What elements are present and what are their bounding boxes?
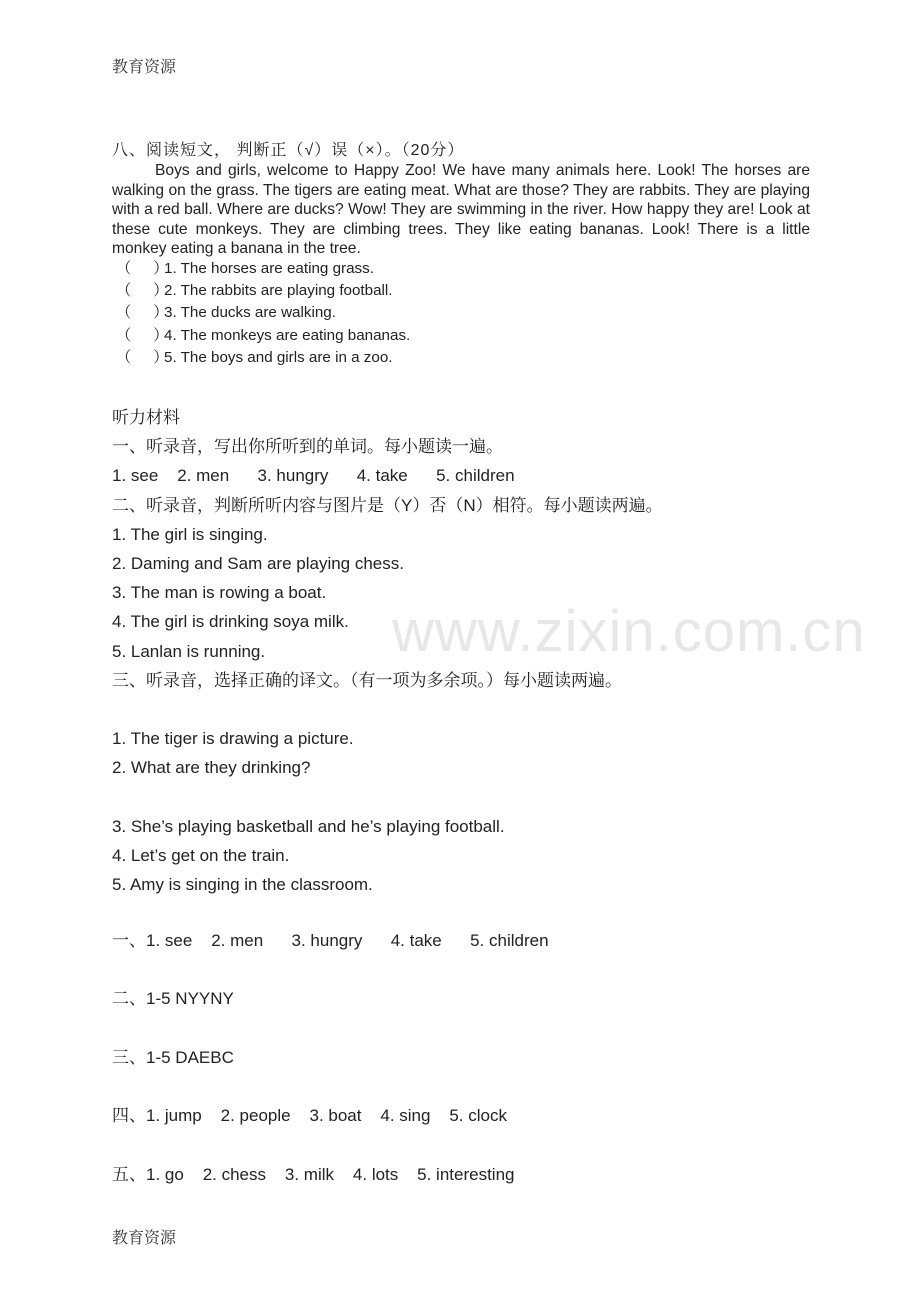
reading-passage: Boys and girls, welcome to Happy Zoo! We have many animals here. Look! The horses are walking on the grass. The tigers are eating meat. What are those? They are rabbits. They are playing with a red ball. Where are ducks? Wow! They are swimming in the river. How happy they are! Look at these cute monkeys. They are climbing trees. They like eating bananas. Look! There is a little monkey eating a banana in the tree. <box>112 162 810 258</box>
answer-blank: （ ） <box>116 260 169 277</box>
answer-line: 五、1. go 2. chess 3. milk 4. lots 5. interesting <box>112 1164 515 1184</box>
answer-blank: （ ） <box>116 282 169 300</box>
listening-part1-words: 1. see 2. men 3. hungry 4. take 5. children <box>112 466 515 486</box>
true-false-item: （ ）1. The horses are eating grass. <box>116 258 410 280</box>
reading-section-title: 八、阅读短文， 判断正（√）误（×）。（20分） <box>112 142 465 159</box>
listening-part3-item: 5. Amy is singing in the classroom. <box>112 875 373 894</box>
answer-blank: （ ） <box>116 348 169 366</box>
true-false-item: （ ）2. The rabbits are playing football. <box>116 280 410 302</box>
listening-part2-item: 2. Daming and Sam are playing chess. <box>112 553 404 573</box>
listening-part2-item: 5. Lanlan is running. <box>112 641 266 661</box>
blank-line <box>112 695 663 724</box>
answer-key <box>112 926 549 1218</box>
answer-blank: （ ） <box>116 326 169 344</box>
listening-part2-item: 4. The girl is drinking soya milk. <box>112 612 349 632</box>
answer-line: 一、1. see 2. men 3. hungry 4. take 5. children <box>112 931 549 950</box>
listening-part2-item: 3. The man is rowing a boat. <box>112 583 327 603</box>
listening-part3-item: 3. She’s playing basketball and he’s playing football. <box>112 816 505 836</box>
listening-heading: 听力材料 <box>112 408 180 427</box>
listening-part3-item: 4. Let’s get on the train. <box>112 845 290 865</box>
true-false-item: （ ）5. The boys and girls are in a zoo. <box>116 347 410 369</box>
page-header: 教育资源 <box>112 59 177 76</box>
listening-part3-item: 2. What are they drinking? <box>112 758 311 778</box>
blank-line <box>112 782 663 811</box>
true-false-item: （ ）4. The monkeys are eating bananas. <box>116 325 410 347</box>
listening-part2-title: 二、听录音，判断所听内容与图片是（Y）否（N）相符。每小题读两遍。 <box>112 495 663 515</box>
listening-part3-title: 三、听录音，选择正确的译文。（有一项为多余项。）每小题读两遍。 <box>112 670 622 690</box>
answer-line: 二、1-5 NYYNY <box>112 989 234 1009</box>
answer-line: 四、1. jump 2. people 3. boat 4. sing 5. clock <box>112 1106 507 1126</box>
listening-part1-title: 一、听录音，写出你所听到的单词。每小题读一遍。 <box>112 437 503 457</box>
true-false-item: （ ）3. The ducks are walking. <box>116 302 410 324</box>
true-false-list <box>116 258 410 369</box>
answer-blank: （ ） <box>116 304 169 322</box>
answer-line: 三、1-5 DAEBC <box>112 1047 234 1067</box>
listening-part2-item: 1. The girl is singing. <box>112 524 268 544</box>
listening-part3-item: 1. The tiger is drawing a picture. <box>112 729 354 749</box>
page-footer: 教育资源 <box>112 1230 177 1247</box>
watermark: www.zixin.com.cn <box>392 599 866 664</box>
